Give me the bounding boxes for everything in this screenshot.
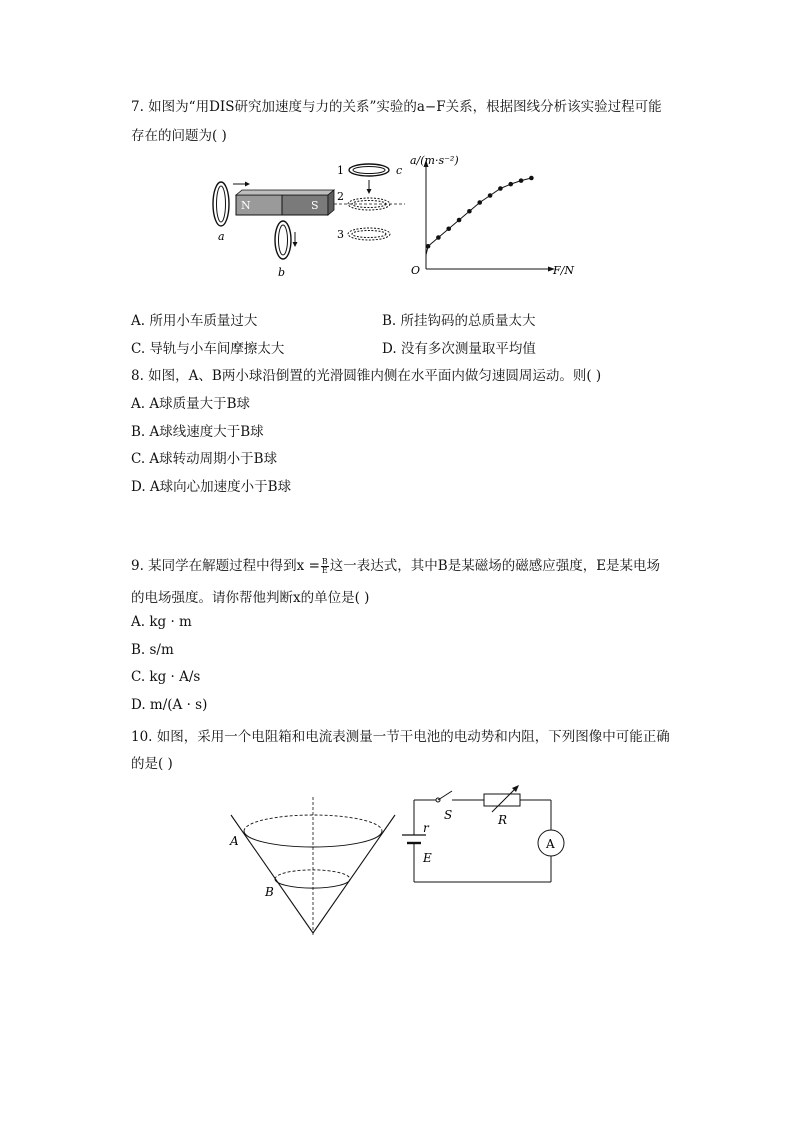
switch-s bbox=[438, 791, 452, 800]
q8-option-b[interactable]: B. A球线速度大于B球 bbox=[131, 424, 264, 440]
q7-line1: 7. 如图为“用DIS研究加速度与力的关系”实验的a−F关系，根据图线分析该实验过程可能 bbox=[131, 99, 662, 115]
label-S: S bbox=[311, 199, 319, 212]
data-point bbox=[529, 176, 534, 181]
data-point bbox=[457, 218, 462, 223]
label-b: b bbox=[278, 266, 286, 279]
fit-curve bbox=[426, 178, 531, 255]
origin-label: O bbox=[411, 264, 421, 277]
circuit-figure bbox=[396, 782, 571, 892]
q9-frac-num: B bbox=[321, 557, 328, 566]
label-internal-r: r bbox=[423, 821, 429, 835]
q8-line1: 8. 如图，A、B两小球沿倒置的光滑圆锥内侧在水平面内做匀速圆周运动。则( ) bbox=[131, 368, 602, 384]
arrow-down-icon bbox=[367, 189, 372, 194]
ring-a bbox=[213, 182, 229, 226]
label-emf: E bbox=[423, 851, 432, 865]
q8-option-a[interactable]: A. A球质量大于B球 bbox=[131, 396, 251, 412]
cone-figure bbox=[225, 795, 400, 940]
label-1: 1 bbox=[337, 164, 344, 177]
label-3: 3 bbox=[337, 228, 344, 241]
label-2: 2 bbox=[337, 190, 344, 203]
q9-frac-den: E bbox=[321, 566, 328, 575]
magnet-s bbox=[282, 195, 328, 215]
q9-option-b[interactable]: B. s/m bbox=[131, 642, 174, 658]
q9-option-a[interactable]: A. kg · m bbox=[131, 614, 192, 630]
data-point bbox=[519, 178, 524, 183]
q10-line1: 10. 如图，采用一个电阻箱和电流表测量一节干电池的电动势和内阻，下列图像中可能正确 bbox=[131, 729, 670, 745]
q9-line1-post: 这一表达式，其中B是某磁场的磁感应强度，E是某电场 bbox=[329, 558, 661, 574]
q9-line1-pre: 9. 某同学在解题过程中得到x = bbox=[131, 558, 320, 574]
q9-option-d[interactable]: D. m/(A · s) bbox=[131, 697, 208, 713]
y-axis-label: a/(m·s⁻²) bbox=[410, 154, 459, 167]
arrow-right-icon bbox=[245, 182, 250, 187]
q9-line2: 的电场强度。请你帮他判断x的单位是( ) bbox=[131, 590, 370, 606]
cone-label-a: A bbox=[230, 834, 239, 848]
data-point bbox=[467, 209, 472, 214]
q7-option-c[interactable]: C. 导轨与小车间摩擦太大 bbox=[131, 341, 285, 357]
q9-option-c[interactable]: C. kg · A/s bbox=[131, 669, 201, 685]
ring-b bbox=[275, 221, 291, 259]
data-point bbox=[477, 200, 482, 205]
q9-fraction bbox=[321, 558, 329, 575]
q8-option-c[interactable]: C. A球转动周期小于B球 bbox=[131, 451, 278, 467]
arrow-down-icon bbox=[293, 242, 298, 247]
q9-line1 bbox=[131, 554, 660, 575]
resistor-box bbox=[484, 794, 520, 806]
q7-line2: 存在的问题为( ) bbox=[131, 128, 227, 144]
q7-option-b[interactable]: B. 所挂钩码的总质量太大 bbox=[382, 313, 536, 329]
data-point bbox=[488, 193, 493, 198]
q7-option-d[interactable]: D. 没有多次测量取平均值 bbox=[382, 341, 536, 357]
label-N: N bbox=[241, 199, 251, 212]
label-c: c bbox=[396, 164, 403, 177]
q10-line2: 的是( ) bbox=[131, 756, 173, 772]
ring-c bbox=[349, 164, 389, 176]
data-point bbox=[446, 226, 451, 231]
cone-label-b: B bbox=[265, 885, 274, 899]
ammeter-label: A bbox=[546, 837, 555, 851]
data-point bbox=[436, 235, 441, 240]
data-point bbox=[508, 182, 513, 187]
label-switch: S bbox=[444, 808, 453, 822]
data-point bbox=[498, 186, 503, 191]
data-point bbox=[426, 244, 431, 249]
q8-option-d[interactable]: D. A球向心加速度小于B球 bbox=[131, 479, 292, 495]
label-a: a bbox=[218, 230, 225, 243]
q7-option-a[interactable]: A. 所用小车质量过大 bbox=[131, 313, 258, 329]
x-axis-label: F/N bbox=[553, 264, 574, 277]
magnet-coil-figure bbox=[200, 158, 415, 288]
label-resistor: R bbox=[498, 813, 508, 827]
a-F-graph bbox=[404, 150, 590, 280]
